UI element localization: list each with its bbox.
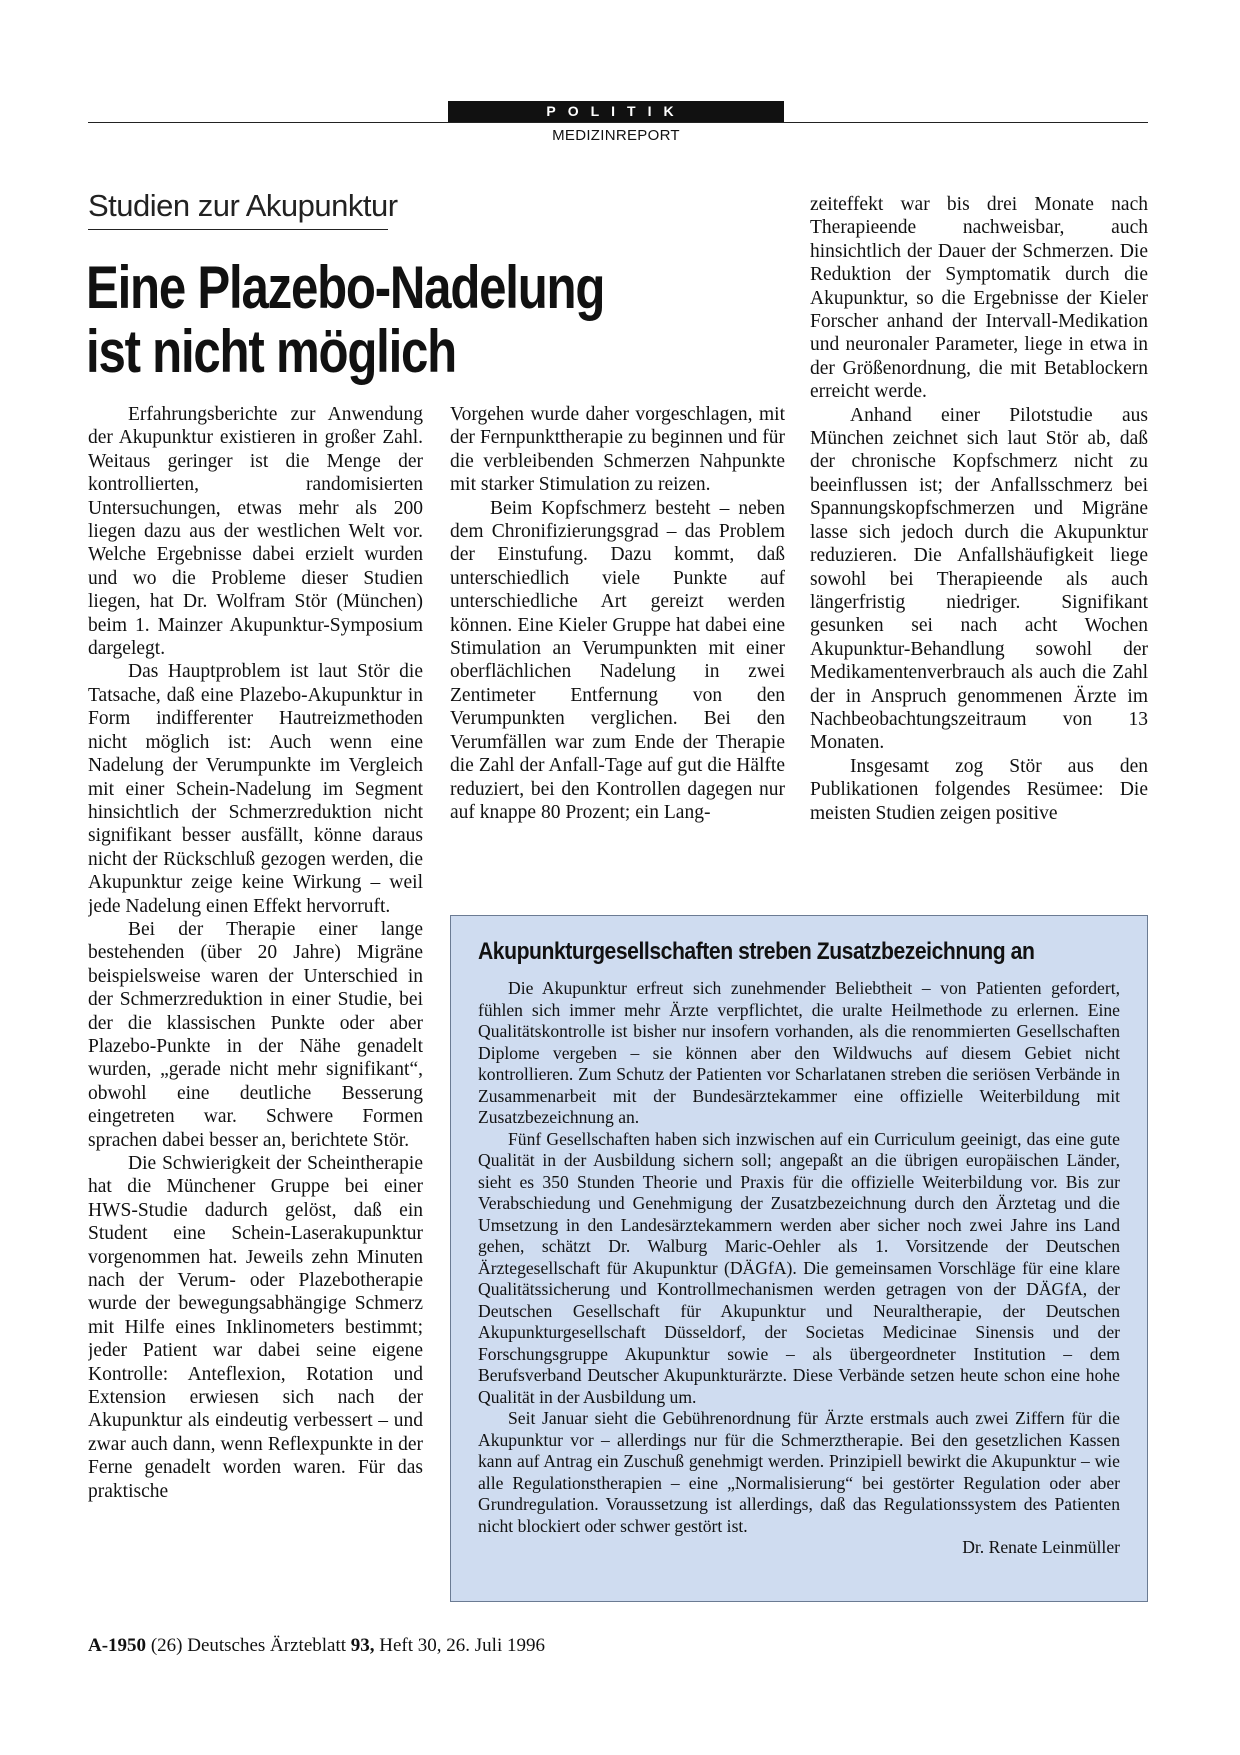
article-headline — [86, 256, 627, 384]
page-number: A-1950 — [88, 1635, 147, 1656]
info-box-title: Akupunkturgesellschaften streben Zusatzbezeichnung an — [478, 938, 1035, 965]
body-paragraph: Die Schwierigkeit der Scheintherapie hat die Münchener Gruppe bei einer HWS-Studie dadurch gelöst, daß ein Student eine Schein-Laserakupunktur vorgenommen hat. Jeweils zehn Minuten nach der Verum- oder Plazebotherapie wurde der bewegungsabhängige Schmerz mit Hilfe eines Inklinometers bestimmt; jeder Patient war dabei seine eigene Kontrolle: Anteflexion, Rotation und Extension erwiesen sich nach der Akupunktur als eindeutig verbessert – und zwar auch dann, wenn Reflexpunkte in der Ferne genadelt worden waren. Für das praktische — [88, 1153, 423, 1502]
body-paragraph: zeiteffekt war bis drei Monate nach Therapieende nachweisbar, auch hinsichtlich der Dauer der Schmerzen. Die Reduktion der Symptomatik durch die Akupunktur, so die Ergebnisse der Kieler Forscher anhand der Intervall-Medikation und neuronaler Parameter, liege in etwa in der Größenordnung, die mit Betablockern erreicht werde. — [810, 194, 1148, 403]
info-box — [450, 915, 1148, 1602]
headline-line-1: Eine Plazebo-Nadelung — [86, 254, 605, 321]
body-paragraph: Bei der Therapie einer lange bestehenden (über 20 Jahre) Migräne beispielsweise waren der Unterschied in der Schmerzreduktion in einer Studie, bei der die klassischen Punkte oder aber Plazebo-Punkte in der Nähe genadelt wurden, „gerade nicht mehr signifikant“, obwohl eine deutliche Besserung eingetreten war. Schwere Formen sprachen dabei besser an, berichtete Stör. — [88, 918, 423, 1151]
body-paragraph: Anhand einer Pilotstudie aus München zeichnet sich laut Stör ab, daß der chronische Kopfschmerz nicht zu beeinflussen ist; der Anfallsschmerz bei Spannungskopfschmerzen und Migräne lasse sich jedoch durch die Akupunktur reduzieren. Die Anfallshäufigkeit liege sowohl bei Therapieende als auch längerfristig niedriger. Signifikant gesunken sei nach acht Wochen Akupunktur-Behandlung sowohl der Medikamentenverbrauch als auch die Zahl der in Anspruch genommenen Ärzte im Nachbeobachtungszeitraum von 13 Monaten. — [810, 404, 1148, 754]
headline-line-2: ist nicht möglich — [86, 318, 456, 385]
header-rule — [88, 122, 1148, 123]
info-box-paragraph: Seit Januar sieht die Gebührenordnung für Ärzte erstmals auch zwei Ziffern für die Akupunktur vor – allerdings nur für die Schmerztherapie. Bei den gesetzlichen Kassen kann auf Antrag ein Zuschuß genehmigt werden. Prinzipiell bewirkt die Akupunktur – wie alle Regulationstherapien – eine „Normalisierung“ bei gestörter Regulation oder aber Grundregulation. Voraussetzung ist allerdings, daß das Regulationssystem des Patienten nicht blockiert oder schwer gestört ist. — [478, 1408, 1120, 1536]
body-paragraph: Erfahrungsberichte zur Anwendung der Akupunktur existieren in großer Zahl. Weitaus geringer ist die Menge der kontrollierten, randomisierten Untersuchungen, etwas mehr als 200 liegen dazu aus der westlichen Welt vor. Welche Ergebnisse dabei erzielt wurden und wo die Probleme dieser Studien liegen, hat Dr. Wolfram Stör (München) beim 1. Mainzer Akupunktur-Symposium dargelegt. — [88, 404, 423, 660]
page-footer — [88, 1635, 545, 1657]
body-paragraph: Das Hauptproblem ist laut Stör die Tatsache, daß eine Plazebo-Akupunktur in Form indifferenter Hautreizmethoden nicht möglich ist: Auch wenn eine Nadelung der Verumpunkte im Vergleich mit einer Schein-Nadelung im Segment hinsichtlich der Schmerzreduktion nicht signifikant besser ausfällt, könne daraus nicht der Rückschluß gezogen werden, die Akupunktur zeige keine Wirkung – weil jede Nadelung einen Effekt hervorruft. — [88, 661, 423, 917]
info-box-paragraph: Die Akupunktur erfreut sich zunehmender Beliebtheit – von Patienten gefordert, fühlen sich immer mehr Ärzte verpflichtet, die uralte Heilmethode zu erlernen. Eine Qualitätskontrolle ist bisher nur insofern vorhanden, als die renommierten Gesellschaften Diplome vergeben – sie können aber den Wildwuchs auf diesem Gebiet nicht kontrollieren. Zum Schutz der Patienten vor Scharlatanen streben die seriösen Verbände in Zusammenarbeit mit der Bundesärztekammer eine offizielle Weiterbildung mit Zusatzbezeichnung an. — [478, 978, 1120, 1127]
subsection-label: MEDIZINREPORT — [552, 127, 680, 144]
article-column-3 — [810, 193, 1148, 883]
body-paragraph: Vorgehen wurde daher vorgeschlagen, mit der Fernpunkttherapie zu beginnen und für die verbleibenden Schmerzen Nahpunkte mit starker Stimulation zu reizen. — [450, 404, 785, 496]
body-paragraph: Insgesamt zog Stör aus den Publikationen folgendes Resümee: Die meisten Studien zeigen positive — [810, 755, 1148, 824]
article-column-1 — [88, 403, 423, 1603]
article-column-2 — [450, 403, 785, 883]
article-kicker: Studien zur Akupunktur — [88, 188, 388, 230]
body-paragraph: Beim Kopfschmerz besteht – neben dem Chronifizierungsgrad – das Problem der Einstufung. Dazu kommt, daß unterschiedlich viele Punkte auf unterschiedliche Art gereizt werden können. Eine Kieler Gruppe hat dabei eine Stimulation an Verumpunkten mit einer oberflächlichen Nadelung in zwei Zentimeter Entfernung von den Verumpunkten verglichen. Bei den Verumfällen war zum Ende der Therapie die Zahl der Anfall-Tage auf gut die Hälfte reduziert, bei den Kontrollen dagegen nur auf knappe 80 Prozent; ein Lang- — [450, 497, 785, 823]
info-box-text — [478, 978, 1120, 1537]
info-box-paragraph: Fünf Gesellschaften haben sich inzwischen auf ein Curriculum geeinigt, das eine gute Qualität in der Ausbildung sichern soll; angepaßt an die übrigen europäischen Länder, sieht es 350 Stunden Theorie und Praxis für die offizielle Weiterbildung vor. Bis zur Verabschiedung und Genehmigung der Zusatzbezeichnung durch den Ärztetag und die Umsetzung in den Landesärztekammern werden aber sicher noch zwei Jahre ins Land gehen, schätzt Dr. Walburg Maric-Oehler als 1. Vorsitzende der Deutschen Ärztegesellschaft für Akupunktur (DÄGfA). Die gemeinsamen Vorschläge für eine klare Qualitätssicherung und Kontrollmechanismen werden getragen von der DÄGfA, der Deutschen Gesellschaft für Akupunktur und Neuraltherapie, der Deutschen Akupunkturgesellschaft Düsseldorf, der Societas Medicinae Sinensis und der Forschungsgruppe Akupunktur sowie – als übergeordneter Institution – dem Berufsverband Deutscher Akupunkturärzte. Diese Verbände setzen heute schon eine hohe Qualität in der Ausbildung um. — [478, 1128, 1120, 1407]
issue-suffix: Heft 30, 26. Juli 1996 — [379, 1635, 545, 1656]
info-box-author: Dr. Renate Leinmüller — [962, 1537, 1120, 1557]
issue-prefix: (26) Deutsches Ärzteblatt — [150, 1635, 347, 1656]
volume-number: 93, — [350, 1635, 375, 1656]
section-label: POLITIK — [448, 101, 784, 122]
